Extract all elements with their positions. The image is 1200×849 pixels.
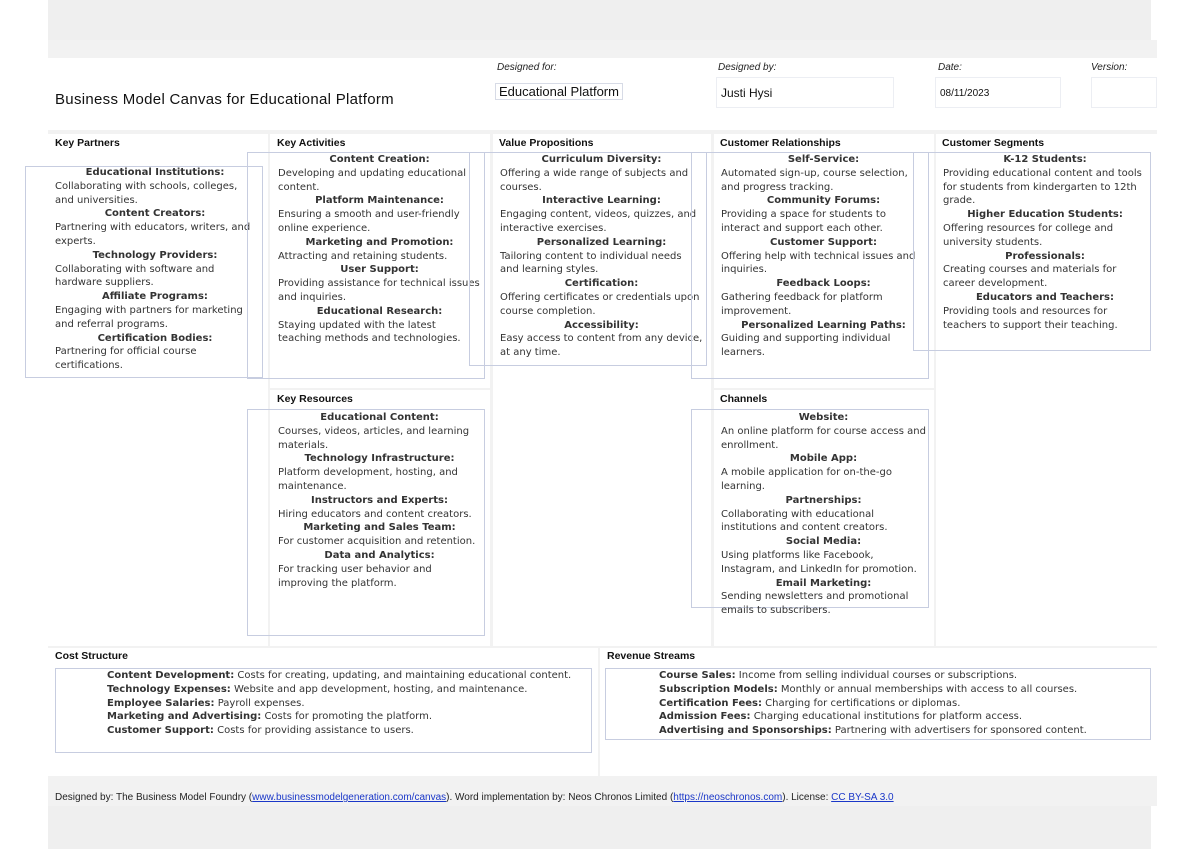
- version-label: Version:: [1091, 62, 1128, 73]
- list-item: Educators and Teachers: Providing tools and resources for teachers to support their teaching.: [943, 291, 1118, 331]
- channels-content: [721, 411, 926, 618]
- list-item: Partnerships: Collaborating with educational institutions and content creators.: [721, 494, 888, 534]
- list-item: Educational Research: Staying updated with the latest teaching methods and technologies.: [278, 305, 461, 345]
- list-item: Platform Maintenance: Ensuring a smooth and user-friendly online experience.: [278, 195, 460, 234]
- list-item: Marketing and Promotion: Attracting and retaining students.: [278, 236, 454, 262]
- designed-for-value[interactable]: Educational Platform: [495, 83, 623, 100]
- footer-link-canvas[interactable]: www.businessmodelgeneration.com/canvas: [252, 792, 447, 803]
- list-item: Content Creators: Partnering with educators, writers, and experts.: [55, 208, 251, 247]
- list-item: Data and Analytics: For tracking user behavior and improving the platform.: [278, 549, 435, 589]
- list-item: Educational Content: Courses, videos, articles, and learning materials.: [278, 412, 470, 451]
- list-item: Marketing and Advertising: Costs for promoting the platform.: [107, 711, 433, 723]
- list-item: Interactive Learning: Engaging content, videos, quizzes, and interactive exercises.: [500, 195, 697, 234]
- list-item: Professionals: Creating courses and materials for career development.: [943, 250, 1117, 290]
- date-value[interactable]: 08/11/2023: [935, 77, 1061, 108]
- revenue-streams-content: [659, 669, 1154, 738]
- footer-credit: Designed by: The Business Model Foundry (www.businessmodelgeneration.com/canvas). Word implementation by: Neos Chronos Limited (https://neoschronos.com). License: CC BY-SA 3.0: [55, 792, 894, 803]
- customer-segments-content: [943, 153, 1147, 332]
- list-item: Personalized Learning Paths: Guiding and supporting individual learners.: [721, 319, 906, 359]
- key-resources-title: Key Resources: [277, 393, 353, 405]
- list-item: Certification Bodies: Partnering for official course certifications.: [55, 332, 213, 372]
- list-item: Community Forums: Providing a space for students to interact and support each other.: [721, 195, 886, 234]
- list-item: Technology Expenses: Website and app development, hosting, and maintenance.: [107, 683, 528, 695]
- list-item: Customer Support: Costs for providing assistance to users.: [107, 725, 414, 737]
- list-item: User Support: Providing assistance for technical issues and inquiries.: [278, 264, 480, 303]
- cost-structure-content: [55, 669, 590, 738]
- cost-structure-title: Cost Structure: [55, 650, 128, 662]
- list-item: Self-Service: Automated sign-up, course selection, and progress tracking.: [721, 154, 908, 193]
- key-partners-title: Key Partners: [55, 137, 120, 149]
- value-propositions-title: Value Propositions: [499, 137, 594, 149]
- list-item: Email Marketing: Sending newsletters and promotional emails to subscribers.: [721, 577, 909, 617]
- channels-title: Channels: [720, 393, 768, 405]
- bottom-margin: [48, 806, 1151, 849]
- list-item: Social Media: Using platforms like Facebook, Instagram, and LinkedIn for promotion.: [721, 536, 917, 575]
- list-item: Feedback Loops: Gathering feedback for platform improvement.: [721, 278, 883, 317]
- key-partners-content: [55, 166, 255, 373]
- list-item: Advertising and Sponsorships: Partnering with advertisers for sponsored content.: [659, 725, 1087, 737]
- list-item: Content Development: Costs for creating, updating, and maintaining educational content.: [107, 670, 572, 681]
- list-item: Certification Fees: Charging for certifications or diplomas.: [659, 697, 961, 709]
- key-resources-content: [278, 411, 481, 590]
- designed-by-label: Designed by:: [718, 62, 777, 73]
- customer-relationships-content: [721, 153, 926, 360]
- key-activities-content: [278, 153, 481, 346]
- revenue-streams-title: Revenue Streams: [607, 650, 696, 662]
- customer-segments-title: Customer Segments: [942, 137, 1045, 149]
- version-value[interactable]: [1091, 77, 1157, 108]
- list-item: Instructors and Experts: Hiring educators and content creators.: [278, 494, 472, 520]
- list-item: Mobile App: A mobile application for on-the-go learning.: [721, 453, 892, 492]
- list-item: Content Creation: Developing and updating educational content.: [278, 154, 467, 193]
- top-margin: [48, 0, 1151, 40]
- list-item: Subscription Models: Monthly or annual memberships with access to all courses.: [659, 683, 1078, 695]
- page-title: Business Model Canvas for Educational Platform: [55, 91, 394, 108]
- list-item: Personalized Learning: Tailoring content to individual needs and learning styles.: [500, 236, 682, 276]
- date-label: Date:: [938, 62, 962, 73]
- list-item: Marketing and Sales Team: For customer acquisition and retention.: [278, 522, 476, 548]
- list-item: Technology Providers: Collaborating with software and hardware suppliers.: [55, 249, 218, 289]
- list-item: Course Sales: Income from selling individual courses or subscriptions.: [659, 670, 1018, 681]
- key-activities-title: Key Activities: [277, 137, 346, 149]
- list-item: Employee Salaries: Payroll expenses.: [107, 697, 305, 709]
- designed-by-value[interactable]: Justi Hysi: [716, 77, 894, 108]
- list-item: Curriculum Diversity: Offering a wide range of subjects and courses.: [500, 154, 689, 193]
- list-item: Customer Support: Offering help with technical issues and inquiries.: [721, 236, 916, 276]
- list-item: Accessibility: Easy access to content from any device, at any time.: [500, 319, 703, 359]
- list-item: Admission Fees: Charging educational institutions for platform access.: [659, 711, 1023, 723]
- customer-relationships-title: Customer Relationships: [720, 137, 841, 149]
- designed-for-label: Designed for:: [497, 62, 557, 73]
- footer-link-license[interactable]: CC BY-SA 3.0: [831, 792, 894, 803]
- footer-link-neoschronos[interactable]: https://neoschronos.com: [673, 792, 783, 803]
- list-item: Affiliate Programs: Engaging with partners for marketing and referral programs.: [55, 291, 243, 330]
- list-item: Educational Institutions: Collaborating with schools, colleges, and universities.: [55, 167, 238, 206]
- list-item: Technology Infrastructure: Platform development, hosting, and maintenance.: [278, 453, 458, 492]
- list-item: Higher Education Students: Offering resources for college and university students.: [943, 209, 1123, 248]
- list-item: K-12 Students: Providing educational content and tools for students from kindergarten to 12th grade.: [943, 154, 1142, 207]
- value-propositions-content: [500, 153, 703, 360]
- list-item: Certification: Offering certificates or credentials upon course completion.: [500, 278, 700, 317]
- list-item: Website: An online platform for course access and enrollment.: [721, 412, 926, 451]
